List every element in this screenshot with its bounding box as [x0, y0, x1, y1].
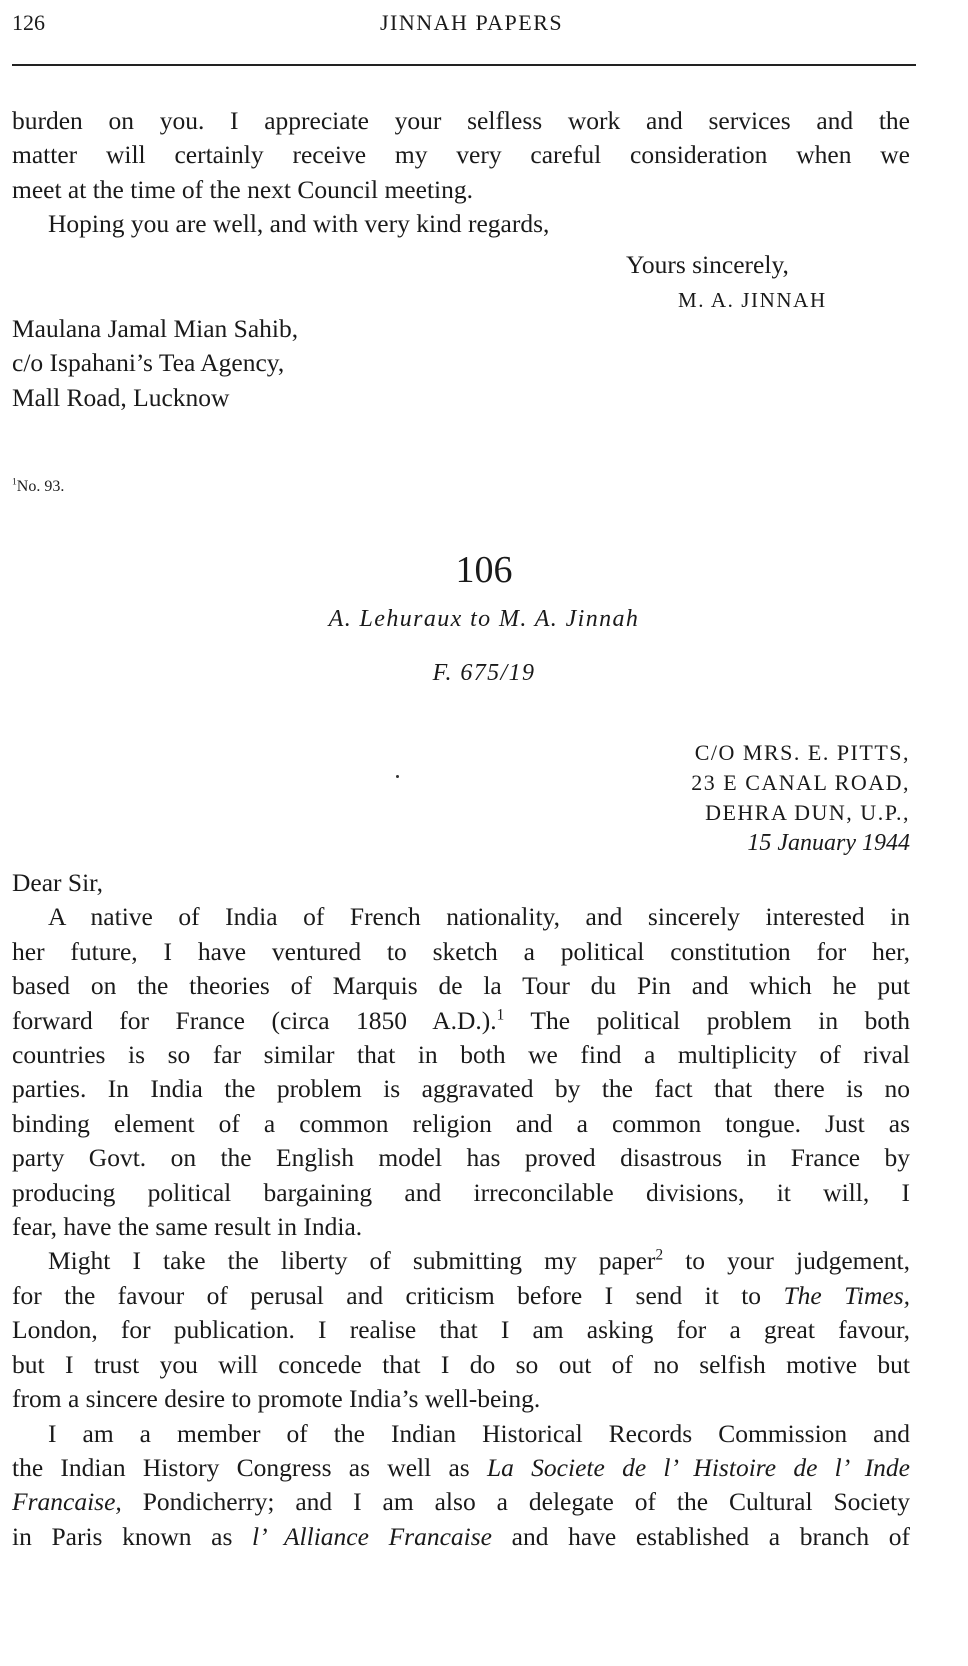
addressee-line: c/o Ispahani’s Tea Agency, [12, 348, 285, 378]
letter-body [12, 866, 910, 1554]
addressee-block [12, 312, 910, 415]
stray-dot [396, 775, 399, 778]
sender-address [691, 738, 910, 858]
footnote-mark: 1 [12, 476, 17, 488]
text-line: Francaise, Pondicherry; and I am also a delegate of the Cultural Society [12, 1487, 910, 1517]
text-line: A native of India of French nationality, and sincerely interested in [48, 902, 910, 932]
signature: M. A. JINNAH [678, 288, 827, 312]
letter-date: 15 January 1944 [747, 830, 910, 856]
salutation: Dear Sir, [12, 868, 104, 897]
text-line: meet at the time of the next Council meeting. [12, 174, 473, 204]
text-line: for the favour of perusal and criticism before I send it to The Times, [12, 1280, 910, 1310]
file-reference: F. 675/19 [432, 660, 536, 686]
document-title: A. Lehuraux to M. A. Jinnah [328, 606, 640, 632]
footnote-text: No. 93. [16, 478, 65, 495]
continuation-paragraph [12, 104, 910, 242]
address-line: C/O MRS. E. PITTS, [694, 740, 910, 765]
text-line: countries is so far similar that in both we find a multiplicity of rival [12, 1040, 910, 1070]
text-line: in Paris known as l’ Alliance Francaise and have established a branch of [12, 1521, 911, 1551]
text-line: producing political bargaining and irreconcilable divisions, it will, I [12, 1177, 910, 1207]
text-line: but I trust you will concede that I do so out of no selfish motive but [12, 1349, 910, 1379]
footnote [12, 478, 64, 496]
text-line: London, for publication. I realise that I am asking for a great favour, [12, 1315, 910, 1345]
closing-line: Hoping you are well, and with very kind regards, [48, 209, 550, 239]
text-line: matter will certainly receive my very careful consideration when we [12, 140, 910, 170]
address-line: 23 E CANAL ROAD, [691, 770, 910, 795]
text-line: party Govt. on the English model has proved disastrous in France by [12, 1143, 910, 1173]
addressee-line: Maulana Jamal Mian Sahib, [12, 314, 299, 343]
valediction: Yours sincerely, [626, 250, 789, 279]
text-line: parties. In India the problem is aggravated by the fact that there is no [12, 1074, 910, 1104]
text-line: from a sincere desire to promote India’s well-being. [12, 1384, 541, 1414]
text-line: I am a member of the Indian Historical Records Commission and [48, 1418, 910, 1448]
text-line: burden on you. I appreciate your selfless work and services and the [12, 106, 910, 135]
header-rule [12, 64, 916, 66]
text-line: her future, I have ventured to sketch a political constitution for her, [12, 936, 910, 966]
address-line: DEHRA DUN, U.P., [705, 800, 910, 825]
text-line: fear, have the same result in India. [12, 1212, 363, 1242]
page-number: 126 [12, 10, 45, 35]
text-line: forward for France (circa 1850 A.D.).$^1$ The political problem in both [12, 1005, 910, 1035]
text-line: the Indian History Congress as well as La Societe de l’ Histoire de l’ Inde [12, 1452, 910, 1482]
addressee-line: Mall Road, Lucknow [12, 382, 230, 412]
document-number: 106 [455, 549, 513, 591]
text-line: Might I take the liberty of submitting my paper$^2$ to your judgement, [48, 1246, 911, 1276]
running-title: JINNAH PAPERS [380, 10, 564, 35]
text-line: binding element of a common religion and a common tongue. Just as [12, 1108, 910, 1138]
footnote-mark: 2 [655, 1246, 664, 1264]
text-line: based on the theories of Marquis de la Tour du Pin and which he put [12, 971, 910, 1001]
footnote-mark: 1 [496, 1006, 505, 1024]
